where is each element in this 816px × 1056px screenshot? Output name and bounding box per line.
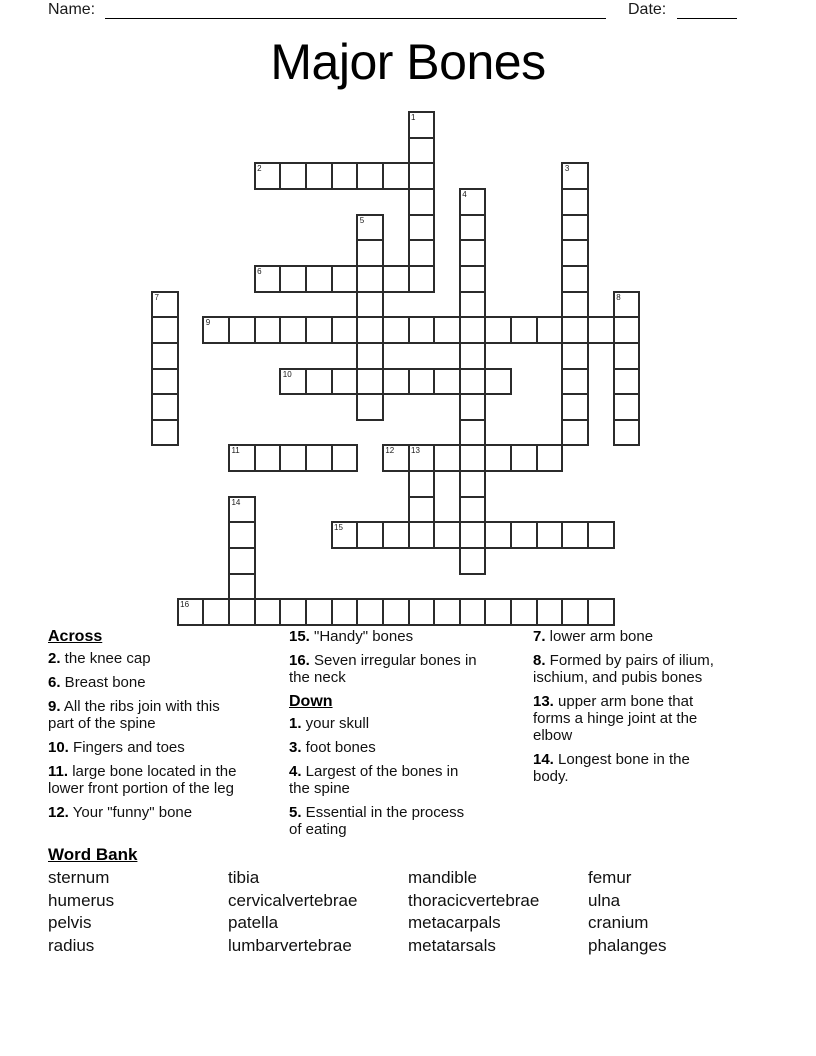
word-bank-item: radius xyxy=(48,935,95,955)
clue-number: 8. xyxy=(533,652,546,669)
crossword-cell xyxy=(613,291,641,319)
crossword-cell xyxy=(613,393,641,421)
crossword-cell xyxy=(279,265,307,293)
crossword-cell xyxy=(484,521,512,549)
crossword-cell xyxy=(331,162,359,190)
crossword-cell xyxy=(279,162,307,190)
crossword-cell xyxy=(613,419,641,447)
crossword-cell xyxy=(433,598,461,626)
crossword-cell xyxy=(331,444,359,472)
word-bank-item: mandible xyxy=(408,868,477,887)
across-heading: Across xyxy=(48,628,103,645)
word-bank-item: sternum xyxy=(48,868,110,887)
crossword-cell xyxy=(382,368,410,396)
clue-number: 10. xyxy=(48,739,69,756)
crossword-cell xyxy=(433,521,461,549)
crossword-cell xyxy=(151,291,179,319)
crossword-cell xyxy=(305,316,333,344)
crossword-cell xyxy=(382,598,410,626)
clue-column-1 xyxy=(48,628,308,828)
crossword-cell xyxy=(331,521,359,549)
clue-column-2 xyxy=(289,628,539,845)
crossword-cell xyxy=(587,316,615,344)
crossword-cell xyxy=(151,316,179,344)
crossword-cell xyxy=(356,521,384,549)
crossword-cell xyxy=(382,265,410,293)
crossword-cell xyxy=(561,598,589,626)
clue-number-label: 7 xyxy=(154,292,159,302)
crossword-cell xyxy=(382,444,410,472)
clue-number: 9. xyxy=(48,698,61,715)
clue-number-label: 14 xyxy=(231,497,241,507)
crossword-cell xyxy=(561,393,589,421)
crossword-cell xyxy=(408,239,436,267)
crossword-cell xyxy=(254,316,282,344)
page-title: Major Bones xyxy=(270,34,546,90)
crossword-cell xyxy=(408,521,436,549)
crossword-cell xyxy=(408,598,436,626)
crossword-cell xyxy=(459,598,487,626)
crossword-cell xyxy=(459,496,487,524)
crossword-cell xyxy=(459,419,487,447)
crossword-cell xyxy=(331,368,359,396)
crossword-cell xyxy=(561,316,589,344)
crossword-cell xyxy=(408,214,436,242)
clue-number-label: 1 xyxy=(411,113,416,122)
crossword-cell xyxy=(305,162,333,190)
crossword-cell xyxy=(228,444,256,472)
crossword-cell xyxy=(561,188,589,216)
crossword-cell xyxy=(228,316,256,344)
clue-11: 11. large bone located in the lower front portion of the leg xyxy=(48,763,237,797)
crossword-cell xyxy=(254,444,282,472)
word-bank-column-3 xyxy=(408,867,539,957)
crossword-cell xyxy=(151,342,179,370)
word-bank-item: thoracicvertebrae xyxy=(408,890,540,910)
crossword-cell xyxy=(459,265,487,293)
clue-10: 10. Fingers and toes xyxy=(48,739,185,756)
crossword-cell xyxy=(510,598,538,626)
word-bank-item: cervicalvertebrae xyxy=(228,890,358,910)
crossword-cell xyxy=(536,598,564,626)
crossword-cell xyxy=(459,291,487,319)
crossword-cell xyxy=(305,598,333,626)
crossword-cell xyxy=(459,239,487,267)
crossword-cell xyxy=(510,316,538,344)
crossword-cell xyxy=(561,214,589,242)
clue-number-label: 6 xyxy=(257,266,262,276)
crossword-cell xyxy=(408,368,436,396)
clue-9: 9. All the ribs join with this part of the spine xyxy=(48,698,220,732)
crossword-cell xyxy=(356,316,384,344)
clue-number: 11. xyxy=(48,763,69,780)
crossword-cell xyxy=(356,162,384,190)
crossword-cell xyxy=(561,291,589,319)
crossword-cell xyxy=(254,162,282,190)
crossword-cell xyxy=(587,598,615,626)
clue-number-label: 16 xyxy=(180,600,190,610)
crossword-cell xyxy=(510,521,538,549)
crossword-cell xyxy=(279,368,307,396)
crossword-cell xyxy=(356,214,384,242)
clue-12: 12. Your "funny" bone xyxy=(48,804,193,821)
crossword-cell xyxy=(279,444,307,472)
crossword-cell xyxy=(459,521,487,549)
clue-4: 4. Largest of the bones in the spine xyxy=(289,763,459,797)
crossword-cell xyxy=(254,265,282,293)
crossword-cell xyxy=(408,470,436,498)
crossword-cell xyxy=(356,393,384,421)
crossword-cell xyxy=(228,496,256,524)
crossword-cell xyxy=(202,598,230,626)
word-bank-item: humerus xyxy=(48,890,115,910)
clue-number: 6. xyxy=(48,674,61,691)
crossword-cell xyxy=(382,162,410,190)
crossword-cell xyxy=(228,521,256,549)
crossword-cell xyxy=(228,573,256,601)
crossword-cell xyxy=(459,547,487,575)
clue-number-label: 13 xyxy=(411,446,420,456)
clue-number-label: 5 xyxy=(359,215,365,225)
crossword-cell xyxy=(510,444,538,472)
word-bank-column-4 xyxy=(588,867,666,957)
crossword-cell xyxy=(408,111,436,139)
crossword-cell xyxy=(561,368,589,396)
clue-number: 12. xyxy=(48,804,69,821)
crossword-cell xyxy=(587,521,615,549)
crossword-cell xyxy=(561,521,589,549)
crossword-cell xyxy=(459,188,487,216)
word-bank-item: metatarsals xyxy=(408,935,496,955)
crossword-cell xyxy=(331,265,359,293)
clue-5: 5. Essential in the process of eating xyxy=(289,804,465,838)
word-bank-item: patella xyxy=(228,913,279,933)
word-bank-item: metacarpals xyxy=(408,913,501,933)
clue-number: 3. xyxy=(289,739,302,756)
crossword-cell xyxy=(356,291,384,319)
word-bank-item: femur xyxy=(588,868,632,887)
crossword-cell xyxy=(408,444,436,472)
word-bank-item: pelvis xyxy=(48,913,92,933)
word-bank-column-1 xyxy=(48,867,114,957)
clue-number: 16. xyxy=(289,652,310,669)
crossword-cell xyxy=(356,598,384,626)
crossword-cell xyxy=(561,342,589,370)
crossword-cell xyxy=(177,598,205,626)
word-bank-item: cranium xyxy=(588,913,649,933)
word-bank-item: lumbarvertebrae xyxy=(228,935,352,955)
crossword-cell xyxy=(151,419,179,447)
word-bank-item: ulna xyxy=(588,890,621,910)
crossword-cell xyxy=(202,316,230,344)
crossword-cell xyxy=(433,316,461,344)
clue-number-label: 11 xyxy=(231,446,240,456)
clue-number: 15. xyxy=(289,628,310,645)
date-label: Date: xyxy=(628,1,667,18)
crossword-cell xyxy=(331,316,359,344)
crossword-cell xyxy=(408,265,436,293)
crossword-cell xyxy=(408,137,436,165)
clue-2: 2. the knee cap xyxy=(48,650,151,667)
date-blank-line xyxy=(677,18,737,19)
crossword-cell xyxy=(613,368,641,396)
crossword-cell xyxy=(536,521,564,549)
crossword-cell xyxy=(561,265,589,293)
crossword-cell xyxy=(279,316,307,344)
crossword-cell xyxy=(279,598,307,626)
word-bank-heading: Word Bank xyxy=(48,845,138,864)
crossword-cell xyxy=(459,444,487,472)
clue-number-label: 4 xyxy=(462,189,467,199)
crossword-cell xyxy=(433,444,461,472)
crossword-cell xyxy=(459,214,487,242)
clue-15: 15. "Handy" bones xyxy=(289,628,414,645)
crossword-cell xyxy=(536,444,564,472)
clue-6: 6. Breast bone xyxy=(48,674,146,691)
crossword-cell xyxy=(408,316,436,344)
clue-number: 2. xyxy=(48,650,61,667)
crossword-cell xyxy=(459,470,487,498)
crossword-cell xyxy=(433,368,461,396)
clue-number-label: 10 xyxy=(282,369,292,379)
down-heading: Down xyxy=(289,693,333,710)
crossword-cell xyxy=(484,368,512,396)
crossword-cell xyxy=(356,342,384,370)
crossword-cell xyxy=(356,368,384,396)
clue-number-label: 8 xyxy=(616,292,621,302)
crossword-cell xyxy=(305,368,333,396)
crossword-cell xyxy=(613,316,641,344)
crossword-cell xyxy=(561,419,589,447)
crossword-cell xyxy=(254,598,282,626)
crossword-cell xyxy=(382,521,410,549)
crossword-cell xyxy=(151,368,179,396)
crossword-cell xyxy=(408,496,436,524)
crossword-cell xyxy=(613,342,641,370)
clue-number-label: 15 xyxy=(334,523,343,533)
crossword-cell xyxy=(382,316,410,344)
crossword-cell xyxy=(408,188,436,216)
word-bank-item: phalanges xyxy=(588,935,667,955)
crossword-cell xyxy=(228,547,256,575)
crossword-cell xyxy=(151,393,179,421)
clue-number: 14. xyxy=(533,751,554,768)
clue-1: 1. your skull xyxy=(289,715,370,732)
clue-number: 4. xyxy=(289,763,302,780)
clue-3: 3. foot bones xyxy=(289,739,376,756)
crossword-cell xyxy=(459,368,487,396)
clue-7: 7. lower arm bone xyxy=(533,628,654,645)
clue-number: 7. xyxy=(533,628,546,645)
crossword-cell xyxy=(356,239,384,267)
clue-number-label: 2 xyxy=(257,164,262,174)
crossword-cell xyxy=(484,444,512,472)
crossword-cell xyxy=(408,162,436,190)
name-blank-line xyxy=(105,18,606,19)
crossword-cell xyxy=(459,393,487,421)
crossword-cell xyxy=(561,162,589,190)
name-label: Name: xyxy=(48,1,96,18)
clue-8: 8. Formed by pairs of ilium, ischium, and pubis bones xyxy=(533,652,714,686)
crossword-cell xyxy=(459,316,487,344)
clue-number-label: 9 xyxy=(205,318,211,328)
word-bank-item: tibia xyxy=(228,868,260,887)
crossword-cell xyxy=(305,265,333,293)
word-bank-column-2 xyxy=(228,867,357,957)
clue-number: 13. xyxy=(533,693,554,710)
clue-number-label: 12 xyxy=(385,446,395,456)
crossword-cell xyxy=(459,342,487,370)
crossword-cell xyxy=(305,444,333,472)
clue-column-3 xyxy=(533,628,788,792)
clue-number: 1. xyxy=(289,715,302,732)
crossword-cell xyxy=(228,598,256,626)
crossword-cell xyxy=(561,239,589,267)
clue-number: 5. xyxy=(289,804,302,821)
crossword-cell xyxy=(356,265,384,293)
crossword-cell xyxy=(536,316,564,344)
crossword-cell xyxy=(484,316,512,344)
crossword-cell xyxy=(484,598,512,626)
crossword-cell xyxy=(331,598,359,626)
clue-13: 13. upper arm bone that forms a hinge joint at the elbow xyxy=(533,693,698,744)
clue-number-label: 3 xyxy=(564,164,570,174)
clue-16: 16. Seven irregular bones in the neck xyxy=(289,652,477,686)
clue-14: 14. Longest bone in the body. xyxy=(533,751,690,785)
